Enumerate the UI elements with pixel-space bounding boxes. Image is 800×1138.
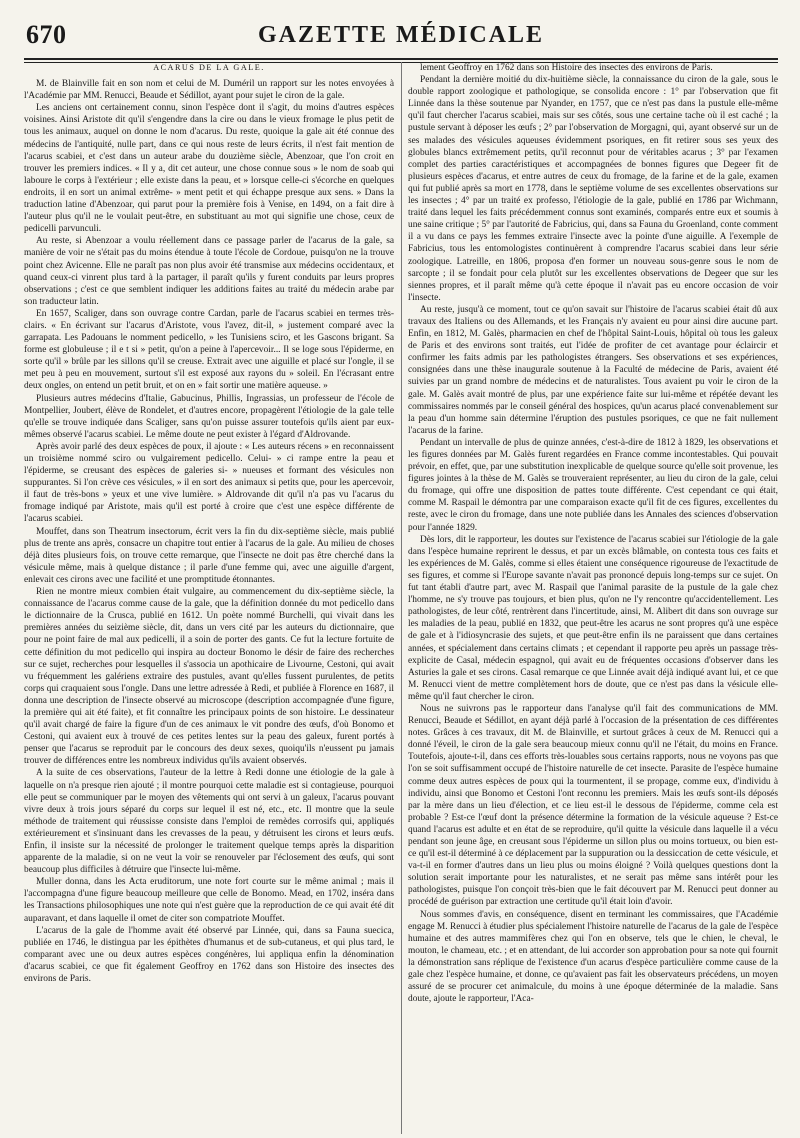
paragraph: Nous sommes d'avis, en conséquence, disent en terminant les commissaires, que l'Académie engage M. Renucci à étudier plus spécialement l'histoire naturelle de l'acarus de la gale de l'espèce humaine et des autres mammifères chez qui l'on en observe, tels que le chien, le cheval, le mouton, le chameau, etc. ; et en attendant, de lui accorder son approbation pour sa note qui fournit la démonstration sans réplique de l'existence d'un acarus d'espèce particulière comme cause de la gale chez l'espèce humaine, et donne, ce qu'avaient pas fait les observateurs précédens, un moyen assuré de se procurer cet animalcule, du moins à une époque déterminée de la maladie. Sans doute, ajoute le rapporteur, l'Aca- — [408, 909, 778, 1005]
paragraph: Muller donna, dans les Acta eruditorum, une note fort courte sur le même animal ; mais il l'accompagna d'une figure beaucoup meilleure que celle de Bonomo. Mead, en 1702, inséra dans les Transactions philosophiques une note qui n'est guère que la reproduction de ce qui avait été dit auparavant, et dans laquelle il omet de citer son compatriote Mouffet. — [24, 877, 394, 924]
paragraph: Après avoir parlé des deux espèces de poux, il ajoute : « Les auteurs récens » en reconnaissent un troisième nommé sciro ou vulgairement pedicello. Celui- » ci rampe entre la peau et l'épiderme, se creusant des espèces de galeries si- » nueuses et formant des vésicules non suppurantes. Si l'on crève ces vésicules, » il en sort des animaux si petits que, pour les apercevoir, il faut de très-bons » yeux et une vive lumière. » Aldrovande dit qu'il n'a pas vu l'acarus du fromage indiqué par Aristote, mais qu'il est porté à croire que c'est une espèce différente de l'acarus scabiei. — [24, 441, 394, 525]
paragraph: Les anciens ont certainement connu, sinon l'espèce dont il s'agit, du moins d'autres espèces voisines. Ainsi Aristote dit qu'il s'engendre dans la cire ou dans le vieux fromage le plus petit de tous les animaux, auquel on donne le nom d'acarus. Du reste, quoique la gale ait été connue des médecins de l'antiquité, nulle part, dans ce qui nous reste de leurs écrits, il n'est fait mention de l'acarus scabiei, et c'est dans un auteur arabe du douzième siècle, Abenzoar, que l'on croit en trouver les premiers indices. « Il y a, dit cet auteur, une chose connue sous » le nom de soab qui laboure le corps à l'extérieur ; elle existe dans la peau, et » lorsque celle-ci s'écorche en quelques endroits, il en sort un animal extrême- » ment petit et qui échappe presque aux sens. » Dans la traduction latine d'Abenzoar, qui parut pour la première fois à Venise, en 1494, on a fait dire à l'auteur plus qu'il ne le voulait peut-être, en substituant au mot qui signifie une chose, ceux de pedicelli parvunculi. — [24, 103, 394, 235]
paragraph: A la suite de ces observations, l'auteur de la lettre à Redi donne une étiologie de la gale à laquelle on n'a presque rien ajouté ; il montre pourquoi cette maladie est si contagieuse, pourquoi elle peut se communiquer par le moyen des vêtements qui ont servi à un galeux, l'acarus pouvant vivre deux à trois jours séparé du corps sur lequel il est né, etc., etc. Il montre que la seule méthode de traitement qui réussisse consiste dans l'emploi de remèdes corrosifs qui, appliqués extérieurement et s'insinuant dans les crevasses de la peau, y détruisent les cirons et leurs œufs. Enfin, il insiste sur la nécessité de prolonger le traitement quelque temps après la disparition apparente de la maladie, si on ne veut la voir se renouveler par l'éclosement des œufs, qui sont beaucoup plus difficiles à détruire que l'insecte lui-même. — [24, 768, 394, 876]
paragraph: Plusieurs autres médecins d'Italie, Gabucinus, Phillis, Ingrassias, un professeur de l'école de Montpellier, Joubert, élève de Rondelet, et d'autres encore, propagèrent l'étiologie de la gale telle qu'elle se trouve indiquée dans Scaliger, sans qu'on puisse assurer toutefois qu'ils aient par eux-mêmes observé l'acarus scabiei. Le même doute ne peut exister à l'égard d'Aldrovande. — [24, 393, 394, 440]
column-divider — [401, 62, 402, 1134]
article-title: ACARUS DE LA GALE. — [153, 63, 265, 72]
journal-title: GAZETTE MÉDICALE — [257, 22, 545, 48]
paragraph: Pendant la dernière moitié du dix-huitième siècle, la connaissance du ciron de la gale, sous le double rapport zoologique et pathologique, se consolida encore : 1° par l'observation que fit Linnée dans la thèse soutenue par Nyander, en 1757, que ce n'est pas dans la pustule elle-même qu'il faut chercher l'acarus scabiei, mais sur ses côtés, sous une certaine tache où il est caché ; la pustule servant à déposer les œufs ; 2° par l'observation de Morgagni, qui, ayant observé sur un de ses malades des vésicules aqueuses évidemment psoriques, en fit retirer sous ses yeux des globules blancs extrêmement petits, qu'il reconnut pour de véritables acarus ; 3° par l'examen complet des parties caractéristiques et accompagnées de bonnes figures que Degeer fit de plusieurs espèces d'acarus, et entre autres de ceux du fromage, de la farine et de la gale, examen qui fut publié après sa mort en 1778, dans le septième volume de ses excellentes observations sur les insectes ; 4° par un traité ex professo, l'étiologie de la gale, publié en 1786 par Wichmann, traité dans lequel les faits précédemment connus sont examinés, comparés entre eux et soumis à une saine critique ; 5° par l'autorité de Fabricius, qui, dans sa Fauna du Groenland, conte comment il a vu dans ce pays les femmes extraire l'insecte avec la pointe d'une aiguille. A l'exemple de Fabricius, tous les entomologistes continuèrent à comprendre l'acarus scabiei dans leur série zoologique. Latreille, en 1806, proposa d'en former un nouveau sous-genre sous le nom de sarcopte ; il se fondait pour cela plutôt sur les excellentes observations de Degeer que sur les siennes propres, et il paraît même qu'à cette époque il n'avait pas eu encore occasion de voir l'insecte. — [408, 75, 778, 303]
page-number: 670 — [26, 20, 67, 49]
paragraph: Au reste, si Abenzoar a voulu réellement dans ce passage parler de l'acarus de la gale, sa manière de voir ne s'était pas du moins étendue à toute l'école de Cordoue, puisqu'on ne la trouve point chez Avicenne. Elle ne paraît pas non plus avoir été transmise aux médecins occidentaux, et quand ceux-ci vinrent plus tard à la partager, il paraît qu'ils y furent conduits par leurs propres observations ; c'est ce que semblent indiquer les additions faites au traité du médecin arabe par son traducteur latin. — [24, 236, 394, 307]
paragraph: lement Geoffroy en 1762 dans son Histoire des insectes des environs de Paris. — [420, 63, 713, 73]
paragraph: Au reste, jusqu'à ce moment, tout ce qu'on savait sur l'histoire de l'acarus scabiei était dû aux travaux des Italiens ou des Allemands, et les Français n'y avaient eu pour ainsi dire aucune part. Enfin, en 1812, M. Galès, pharmacien en chef de l'hôpital Saint-Louis, hôpital où tous les galeux de Paris et des environs sont traités, eut l'idée de profiter de cet avantage pour éclaircir et confirmer les faits admis par les pathologistes étrangers. Ses observations et ses expériences, consignées dans une thèse inaugurale soutenue à la Faculté de médecine de Paris, avaient été suivies par un grand nombre de médecins et de naturalistes. Tous avaient pu voir le ciron de la gale. M. Galès avait montré de plus, par une expérience faite sur lui-même et répétée devant les commissaires nommés par le conseil général des hospices, qu'un acarus placé convenablement sur la peau d'un homme sain détermine l'éruption des pustules psoriques, ce que ne fait nullement l'acarus de la farine. — [408, 304, 778, 436]
paragraph: L'acarus de la gale de l'homme avait été observé par Linnée, qui, dans sa Fauna suecica, publiée en 1746, le distingua par les épithètes d'humanus et de sub-cutaneus, et qui plus tard, le comparant avec une ou deux autres espèces congénères, lui appliqua enfin la dénomination d'acarus scabiei, ce que fit également Geoffroy en 1762 dans son Histoire des insectes des environs de Paris. — [24, 925, 394, 985]
right-column — [408, 62, 778, 1134]
paragraph: Nous ne suivrons pas le rapporteur dans l'analyse qu'il fait des communications de MM. Renucci, Beaude et Sédillot, en ayant déjà parlé à l'occasion de la présentation de ces différentes notes. Grâces à ces travaux, dit M. de Blainville, et surtout grâces à ceux de M. Renucci qui a donné l'éveil, le ciron de la gale sera beaucoup mieux connu qu'il ne l'était, du moins en France. Toutefois, ajoute-t-il, dans ces efforts très-louables sous certains rapports, nous ne voyons pas que l'on se soit suffisamment occupé de l'histoire naturelle de cet insecte. Parasite de l'espèce humaine comme deux autres espèces de poux qui la tourmentent, il se propage, comme eux, d'individu à individu, ainsi que Bonomo et Cestoni l'ont reconnu les premiers. Mais les œufs sont-ils déposés par la mère dans un lieu d'élection, et ce lieu est-il le dessous de l'épiderme, comme cela est probable ? Est-ce l'œuf dont la présence détermine la formation de la vésicule aqueuse ? Est-ce quand l'acarus est adulte et en état de se reproduire, qu'il quitte la vésicule dans laquelle il a vécu pendant son jeune âge, en creusant sous l'épiderme un sillon plus ou moins tortueux, ou bien est-ce qu'il est-il déterminé à ce déplacement par la suppuration ou la dessiccation de cette vésicule, et va-t-il en former d'autres dans un lieu plus ou moins éloigné ? Voilà quelques questions dont la solution serait importante pour les naturalistes, et ne serait pas même sans intérêt pour les pathologistes, puisque l'on conçoit très-bien que le fait découvert par M. Renucci peut donner au procédé de guérison par extraction une certitude qu'il était loin d'avoir. — [408, 703, 778, 908]
header-rule — [24, 58, 778, 60]
page-header — [24, 14, 778, 58]
left-column — [24, 62, 394, 1134]
paragraph: M. de Blainville fait en son nom et celui de M. Duméril un rapport sur les notes envoyées à l'Académie par MM. Renucci, Beaude et Sédillot, ayant pour sujet le ciron de la gale. — [24, 79, 394, 102]
paragraph: Mouffet, dans son Theatrum insectorum, écrit vers la fin du dix-septième siècle, mais publié plus de trente ans après, consacre un chapitre tout entier à l'acarus de la gale. Au milieu de choses déjà dites plusieurs fois, on trouve cette remarque, que l'insecte ne doit pas être cherché dans la vésicule même, mais à quelque distance ; il parle d'une femme qui, avec une aiguille d'argent, enlevait ces cirons avec une facilité et une promptitude étonnantes. — [24, 526, 394, 585]
paragraph: Pendant un intervalle de plus de quinze années, c'est-à-dire de 1812 à 1829, les observations et les figures données par M. Galès furent regardées en France comme incontestables. Qui pouvait prévoir, en effet, que, par une substitution inexplicable de quelque source qu'elle soit provenue, les figures jointes à la thèse de M. Galès se trouveraient représenter, au lieu du ciron de la gale, celui du fromage, qui offre une disposition de pattes toute différente. C'est cependant ce qui était, comme M. Raspail le démontra par une comparaison exacte qu'il fit de ces figures, excellentes du reste, avec le ciron du fromage, dans une note publiée dans les Annales des sciences d'observation pour l'année 1829. — [408, 437, 778, 533]
paragraph: Dès lors, dit le rapporteur, les doutes sur l'existence de l'acarus scabiei sur l'étiologie de la gale dans l'espèce humaine reprirent le dessus, et par un excès blâmable, on contesta tous ces faits et les expériences de M. Galès, comme si elles étaient une conséquence rigoureuse de l'exactitude de ses figures, et comme si l'Europe savante n'avait pas prononcé depuis long-temps sur ce sujet. On fut tant établi d'autre part, avec M. Raspail que l'animal parasite de la pustule de la gale chez l'homme, ne s'y trouve pas toujours, et bien plus, qu'on ne l'y rencontre qu'accidentellement. Les pathologistes, de leur côté, rentrèrent dans l'incertitude, ainsi, M. Alibert dit dans son ouvrage sur les maladies de la peau, publié en 1832, que peut-être les acarus ne sont propres qu'à une espèce de gale et à l'idiosyncrasie des sujets, et que peut-être enfin ils ne paraissent que dans certaines années, et spécialement dans certains climats ; et cependant il rapporte peu après un passage très-explicite de Casal, médecin espagnol, qui avait eu de fréquentes occasions d'observer dans les Asturies la gale et ses cirons. Casal remarque ce que Linnée avait déjà indiqué avant lui, et ce que M. Renucci vient de mettre complètement hors de doute, que ce n'est pas dans la vésicule elle-même qu'il faut chercher le ciron. — [408, 534, 778, 702]
paragraph: Rien ne montre mieux combien était vulgaire, au commencement du dix-septième siècle, la connaissance de l'acarus comme cause de la gale, que la définition donnée du mot pedicello dans le dictionnaire de la Crusca, publié en 1612. Un poète nommé Burchelli, qui vivait dans les premières années du seizième siècle, dit, dans un vers cité par les auteurs du dictionnaire, que pour ne point faire de mal aux pedicelli, il a soin de porter des gants. Ce fut la lecture fortuite de cette définition du mot pedicello qui inspira au docteur Bonomo le désir de faire des recherches sur ce sujet, recherches pour lesquelles il s'associa un apothicaire de Livourne, Cestoni, qui avait vu fréquemment les galériens extraire des pustules, avant qu'elles fussent purulentes, de petits corps qui craquaient sous l'ongle. Dans une lettre adressée à Redi, et publiée à Florence en 1687, il donna une description de l'insecte observé au microscope (description accompagnée d'une figure, la première qui ait été faite), et fit connaître les principaux points de son histoire. Le dessinateur qu'il avait chargé de faire la figure d'un de ces animaux le vit pondre des œufs, d'où Bonomo et Cestoni, qui avaient eux à trouvé de ces petites lentes sur la peau des galeux, furent portés à penser que l'acarus se reproduit par le concours des deux sexes, quoiqu'ils n'eussent pu jamais trouver de différences entre les nombreux individus qu'ils avaient observés. — [24, 587, 394, 767]
paragraph: En 1657, Scaliger, dans son ouvrage contre Cardan, parle de l'acarus scabiei en termes très-clairs. « En écrivant sur l'acarus d'Aristote, vous l'avez, dit-il, » justement comparé avec la garrapata. Les Padouans le nomment pedicello, » les Tunisiens sciro, et les Gascons brigant. Sa forme est globuleuse ; il e t si » petit, qu'on a peine à l'apercevoir... Il se loge sous l'épiderme, en sorte qu'il » brûle par les sillons qu'il se creuse. Extrait avec une aiguille et placé sur l'ongle, il se met peu à peu en mouvement, surtout s'il est exposé aux rayons du » soleil. En l'écrasant entre deux ongles, on entend un petit bruit, et on en » fait sortir une matière aqueuse. » — [24, 308, 394, 392]
